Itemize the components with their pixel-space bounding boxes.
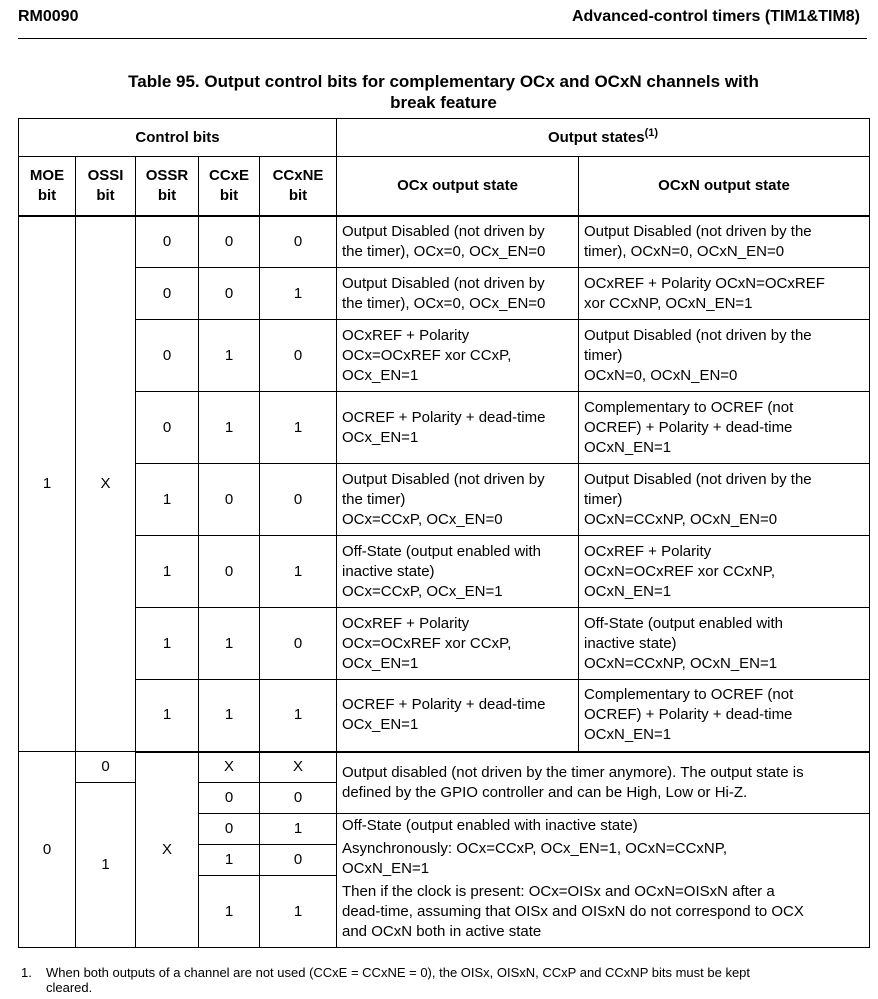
ccxne-value-cell: 0 bbox=[260, 320, 337, 392]
ossr-bit-header bbox=[136, 157, 199, 216]
ossr-value-cell: 1 bbox=[136, 464, 199, 536]
table-caption bbox=[18, 71, 869, 113]
ocxn-state-cell bbox=[579, 464, 870, 536]
table-row bbox=[19, 680, 870, 752]
ccxne-value-cell: 1 bbox=[260, 392, 337, 464]
async-behavior-line: Asynchronously: OCx=CCxP, OCx_EN=1, OCxN=CCxNP, bbox=[342, 840, 727, 857]
table-row bbox=[19, 464, 870, 536]
ccxne-value-cell: 1 bbox=[260, 536, 337, 608]
cell-line: OCxN=CCxNP, OCxN_EN=0 bbox=[584, 510, 778, 528]
cell-line: OCxN=OCxREF xor CCxNP, bbox=[584, 562, 776, 580]
cell-line: OCxREF + Polarity bbox=[342, 326, 470, 344]
ccxne-value-cell: 1 bbox=[260, 680, 337, 752]
ossi-value-cell: X bbox=[76, 216, 136, 752]
cell-line: OCxN_EN=1 bbox=[584, 726, 672, 744]
output-disabled-description bbox=[337, 752, 870, 814]
ocx-state-header: OCx output state bbox=[337, 157, 579, 216]
header-line: CCxNE bbox=[272, 166, 324, 184]
ccxe-value-cell: 1 bbox=[199, 876, 260, 948]
ccxe-value-cell: 1 bbox=[199, 680, 260, 752]
header-line: CCxE bbox=[208, 166, 249, 184]
cell-line: OCx_EN=1 bbox=[342, 716, 419, 734]
ccxne-value-cell: 1 bbox=[260, 876, 337, 948]
clock-behavior-line: and OCxN both in active state bbox=[342, 923, 542, 940]
ccxe-value-cell: 0 bbox=[199, 268, 260, 320]
ocx-state-cell bbox=[337, 320, 579, 392]
ossr-value-cell: 0 bbox=[136, 268, 199, 320]
ccxe-value-cell: 1 bbox=[199, 845, 260, 876]
moe-value-cell: 1 bbox=[19, 216, 76, 752]
ossr-value-cell: 0 bbox=[136, 216, 199, 268]
cell-line: Output disabled (not driven by the timer anymore). The output state is bbox=[342, 763, 804, 781]
ocx-state-cell bbox=[337, 216, 579, 268]
ocxn-state-cell bbox=[579, 680, 870, 752]
ccxe-value-cell: X bbox=[199, 752, 260, 783]
ccxe-value-cell: 0 bbox=[199, 783, 260, 814]
cell-line: OCxN=0, OCxN_EN=0 bbox=[584, 366, 738, 384]
ccxe-bit-header bbox=[199, 157, 260, 216]
ossr-value-cell: 1 bbox=[136, 680, 199, 752]
table-row bbox=[19, 392, 870, 464]
cell-line: OCx=CCxP, OCx_EN=1 bbox=[342, 582, 503, 600]
ccxne-value-cell: 1 bbox=[260, 814, 337, 845]
header-line: bit bbox=[288, 186, 308, 204]
header-line: bit bbox=[219, 186, 239, 204]
ocxn-state-cell bbox=[579, 268, 870, 320]
control-bits-header: Control bits bbox=[19, 119, 337, 157]
header-line: bit bbox=[96, 186, 115, 204]
async-behavior-line: OCxN_EN=1 bbox=[342, 860, 430, 877]
cell-line: OCx_EN=1 bbox=[342, 366, 419, 384]
table-row bbox=[19, 320, 870, 392]
header-divider bbox=[18, 38, 867, 39]
cell-line: Output Disabled (not driven by the bbox=[584, 222, 812, 240]
cell-line: OCx_EN=1 bbox=[342, 654, 419, 672]
cell-line: timer) bbox=[584, 490, 623, 508]
footnote-number: 1. bbox=[21, 965, 32, 980]
output-control-table bbox=[18, 118, 870, 948]
cell-line: OCxN_EN=1 bbox=[584, 582, 672, 600]
cell-line: Complementary to OCREF (not bbox=[584, 686, 794, 704]
cell-line: Output Disabled (not driven by the bbox=[584, 326, 812, 344]
cell-line: Off-State (output enabled with bbox=[584, 614, 784, 632]
off-state-description bbox=[337, 814, 870, 948]
ossr-value-cell: 1 bbox=[136, 536, 199, 608]
cell-line: OCxN_EN=1 bbox=[584, 438, 672, 456]
clock-behavior-line: Then if the clock is present: OCx=OISx and OCxN=OISxN after a bbox=[342, 883, 775, 900]
ocx-state-cell bbox=[337, 680, 579, 752]
cell-line: OCREF) + Polarity + dead-time bbox=[584, 706, 793, 724]
cell-line: Output Disabled (not driven by the bbox=[584, 470, 812, 488]
ccxe-value-cell: 0 bbox=[199, 216, 260, 268]
moe-value-cell: 0 bbox=[19, 752, 76, 948]
document-id: RM0090 bbox=[18, 8, 79, 25]
cell-line: OCxREF + Polarity bbox=[342, 614, 470, 632]
cell-line: Complementary to OCREF (not bbox=[584, 398, 794, 416]
cell-line: OCx_EN=1 bbox=[342, 428, 419, 446]
ossr-value-cell: 1 bbox=[136, 608, 199, 680]
ccxne-value-cell: 0 bbox=[260, 608, 337, 680]
header-line: OSSI bbox=[87, 166, 124, 184]
table-row bbox=[19, 752, 870, 783]
table-row bbox=[19, 268, 870, 320]
cell-line: Output Disabled (not driven by bbox=[342, 274, 545, 292]
table-caption-line: break feature bbox=[390, 93, 497, 112]
ocxn-state-cell bbox=[579, 608, 870, 680]
ccxne-value-cell: 0 bbox=[260, 216, 337, 268]
ossr-value-cell: 0 bbox=[136, 392, 199, 464]
footnote-text bbox=[46, 965, 861, 995]
output-states-label: Output states bbox=[547, 128, 645, 146]
ossi-value-cell: 1 bbox=[76, 783, 136, 948]
cell-line: OCx=CCxP, OCx_EN=0 bbox=[342, 510, 503, 528]
table-row bbox=[19, 216, 870, 268]
off-state-intro: Off-State (output enabled with inactive state) bbox=[342, 817, 638, 834]
ossr-value-cell: 0 bbox=[136, 320, 199, 392]
cell-line: timer), OCxN=0, OCxN_EN=0 bbox=[584, 242, 785, 260]
clock-behavior-line: dead-time, assuming that OISx and OISxN do not correspond to OCX bbox=[342, 903, 804, 920]
ccxne-value-cell: X bbox=[260, 752, 337, 783]
table-row bbox=[19, 536, 870, 608]
cell-line: OCREF + Polarity + dead-time bbox=[342, 408, 546, 426]
cell-line: OCxN=CCxNP, OCxN_EN=1 bbox=[584, 654, 778, 672]
ocxn-state-cell bbox=[579, 320, 870, 392]
ccxe-value-cell: 1 bbox=[199, 392, 260, 464]
ccxne-value-cell: 1 bbox=[260, 268, 337, 320]
section-title: Advanced-control timers (TIM1&TIM8) bbox=[571, 8, 860, 25]
cell-line: OCREF + Polarity + dead-time bbox=[342, 696, 546, 714]
cell-line: OCx=OCxREF xor CCxP, bbox=[342, 346, 512, 364]
ocx-state-cell bbox=[337, 536, 579, 608]
cell-line: Off-State (output enabled with bbox=[342, 542, 542, 560]
header-line: bit bbox=[157, 186, 177, 204]
ccxe-value-cell: 1 bbox=[199, 608, 260, 680]
cell-line: OCREF) + Polarity + dead-time bbox=[584, 418, 793, 436]
table-row bbox=[19, 608, 870, 680]
ccxe-value-cell: 0 bbox=[199, 814, 260, 845]
ocx-state-cell bbox=[337, 268, 579, 320]
header-line: OSSR bbox=[145, 166, 189, 184]
ossi-bit-header bbox=[76, 157, 136, 216]
ocx-state-cell bbox=[337, 392, 579, 464]
cell-line: the timer) bbox=[342, 490, 406, 508]
ccxne-value-cell: 0 bbox=[260, 845, 337, 876]
ccxe-value-cell: 1 bbox=[199, 320, 260, 392]
cell-line: OCxREF + Polarity bbox=[584, 542, 712, 560]
table-caption-line: Table 95. Output control bits for complementary OCx and OCxN channels with bbox=[128, 72, 759, 91]
cell-line: Output Disabled (not driven by bbox=[342, 222, 545, 240]
ccxne-bit-header bbox=[260, 157, 337, 216]
ocxn-state-header: OCxN output state bbox=[579, 157, 870, 216]
moe-bit-header bbox=[19, 157, 76, 216]
ocx-state-cell bbox=[337, 608, 579, 680]
ossi-value-cell: 0 bbox=[76, 752, 136, 783]
footnote-ref: (1) bbox=[644, 126, 659, 139]
cell-line: inactive state) bbox=[584, 634, 677, 652]
ossr-value-cell: X bbox=[136, 752, 199, 948]
ocxn-state-cell bbox=[579, 392, 870, 464]
footnote-line: cleared. bbox=[46, 980, 93, 995]
ccxne-value-cell: 0 bbox=[260, 464, 337, 536]
header-line: MOE bbox=[29, 166, 65, 184]
cell-line: inactive state) bbox=[342, 562, 435, 580]
ccxne-value-cell: 0 bbox=[260, 783, 337, 814]
ocx-state-cell bbox=[337, 464, 579, 536]
cell-line: the timer), OCx=0, OCx_EN=0 bbox=[342, 294, 546, 312]
ccxe-value-cell: 0 bbox=[199, 464, 260, 536]
header-line: bit bbox=[37, 186, 57, 204]
ccxe-value-cell: 0 bbox=[199, 536, 260, 608]
cell-line: xor CCxNP, OCxN_EN=1 bbox=[584, 294, 753, 312]
cell-line: defined by the GPIO controller and can be High, Low or Hi-Z. bbox=[342, 783, 748, 801]
footnote-line: When both outputs of a channel are not used (CCxE = CCxNE = 0), the OISx, OISxN, CCxP and CCxNP bits must be kept bbox=[46, 965, 751, 980]
cell-line: Output Disabled (not driven by bbox=[342, 470, 545, 488]
ocxn-state-cell bbox=[579, 536, 870, 608]
cell-line: timer) bbox=[584, 346, 623, 364]
output-states-header bbox=[337, 119, 870, 157]
cell-line: OCx=OCxREF xor CCxP, bbox=[342, 634, 512, 652]
cell-line: OCxREF + Polarity OCxN=OCxREF bbox=[584, 274, 825, 292]
cell-line: the timer), OCx=0, OCx_EN=0 bbox=[342, 242, 546, 260]
ocxn-state-cell bbox=[579, 216, 870, 268]
